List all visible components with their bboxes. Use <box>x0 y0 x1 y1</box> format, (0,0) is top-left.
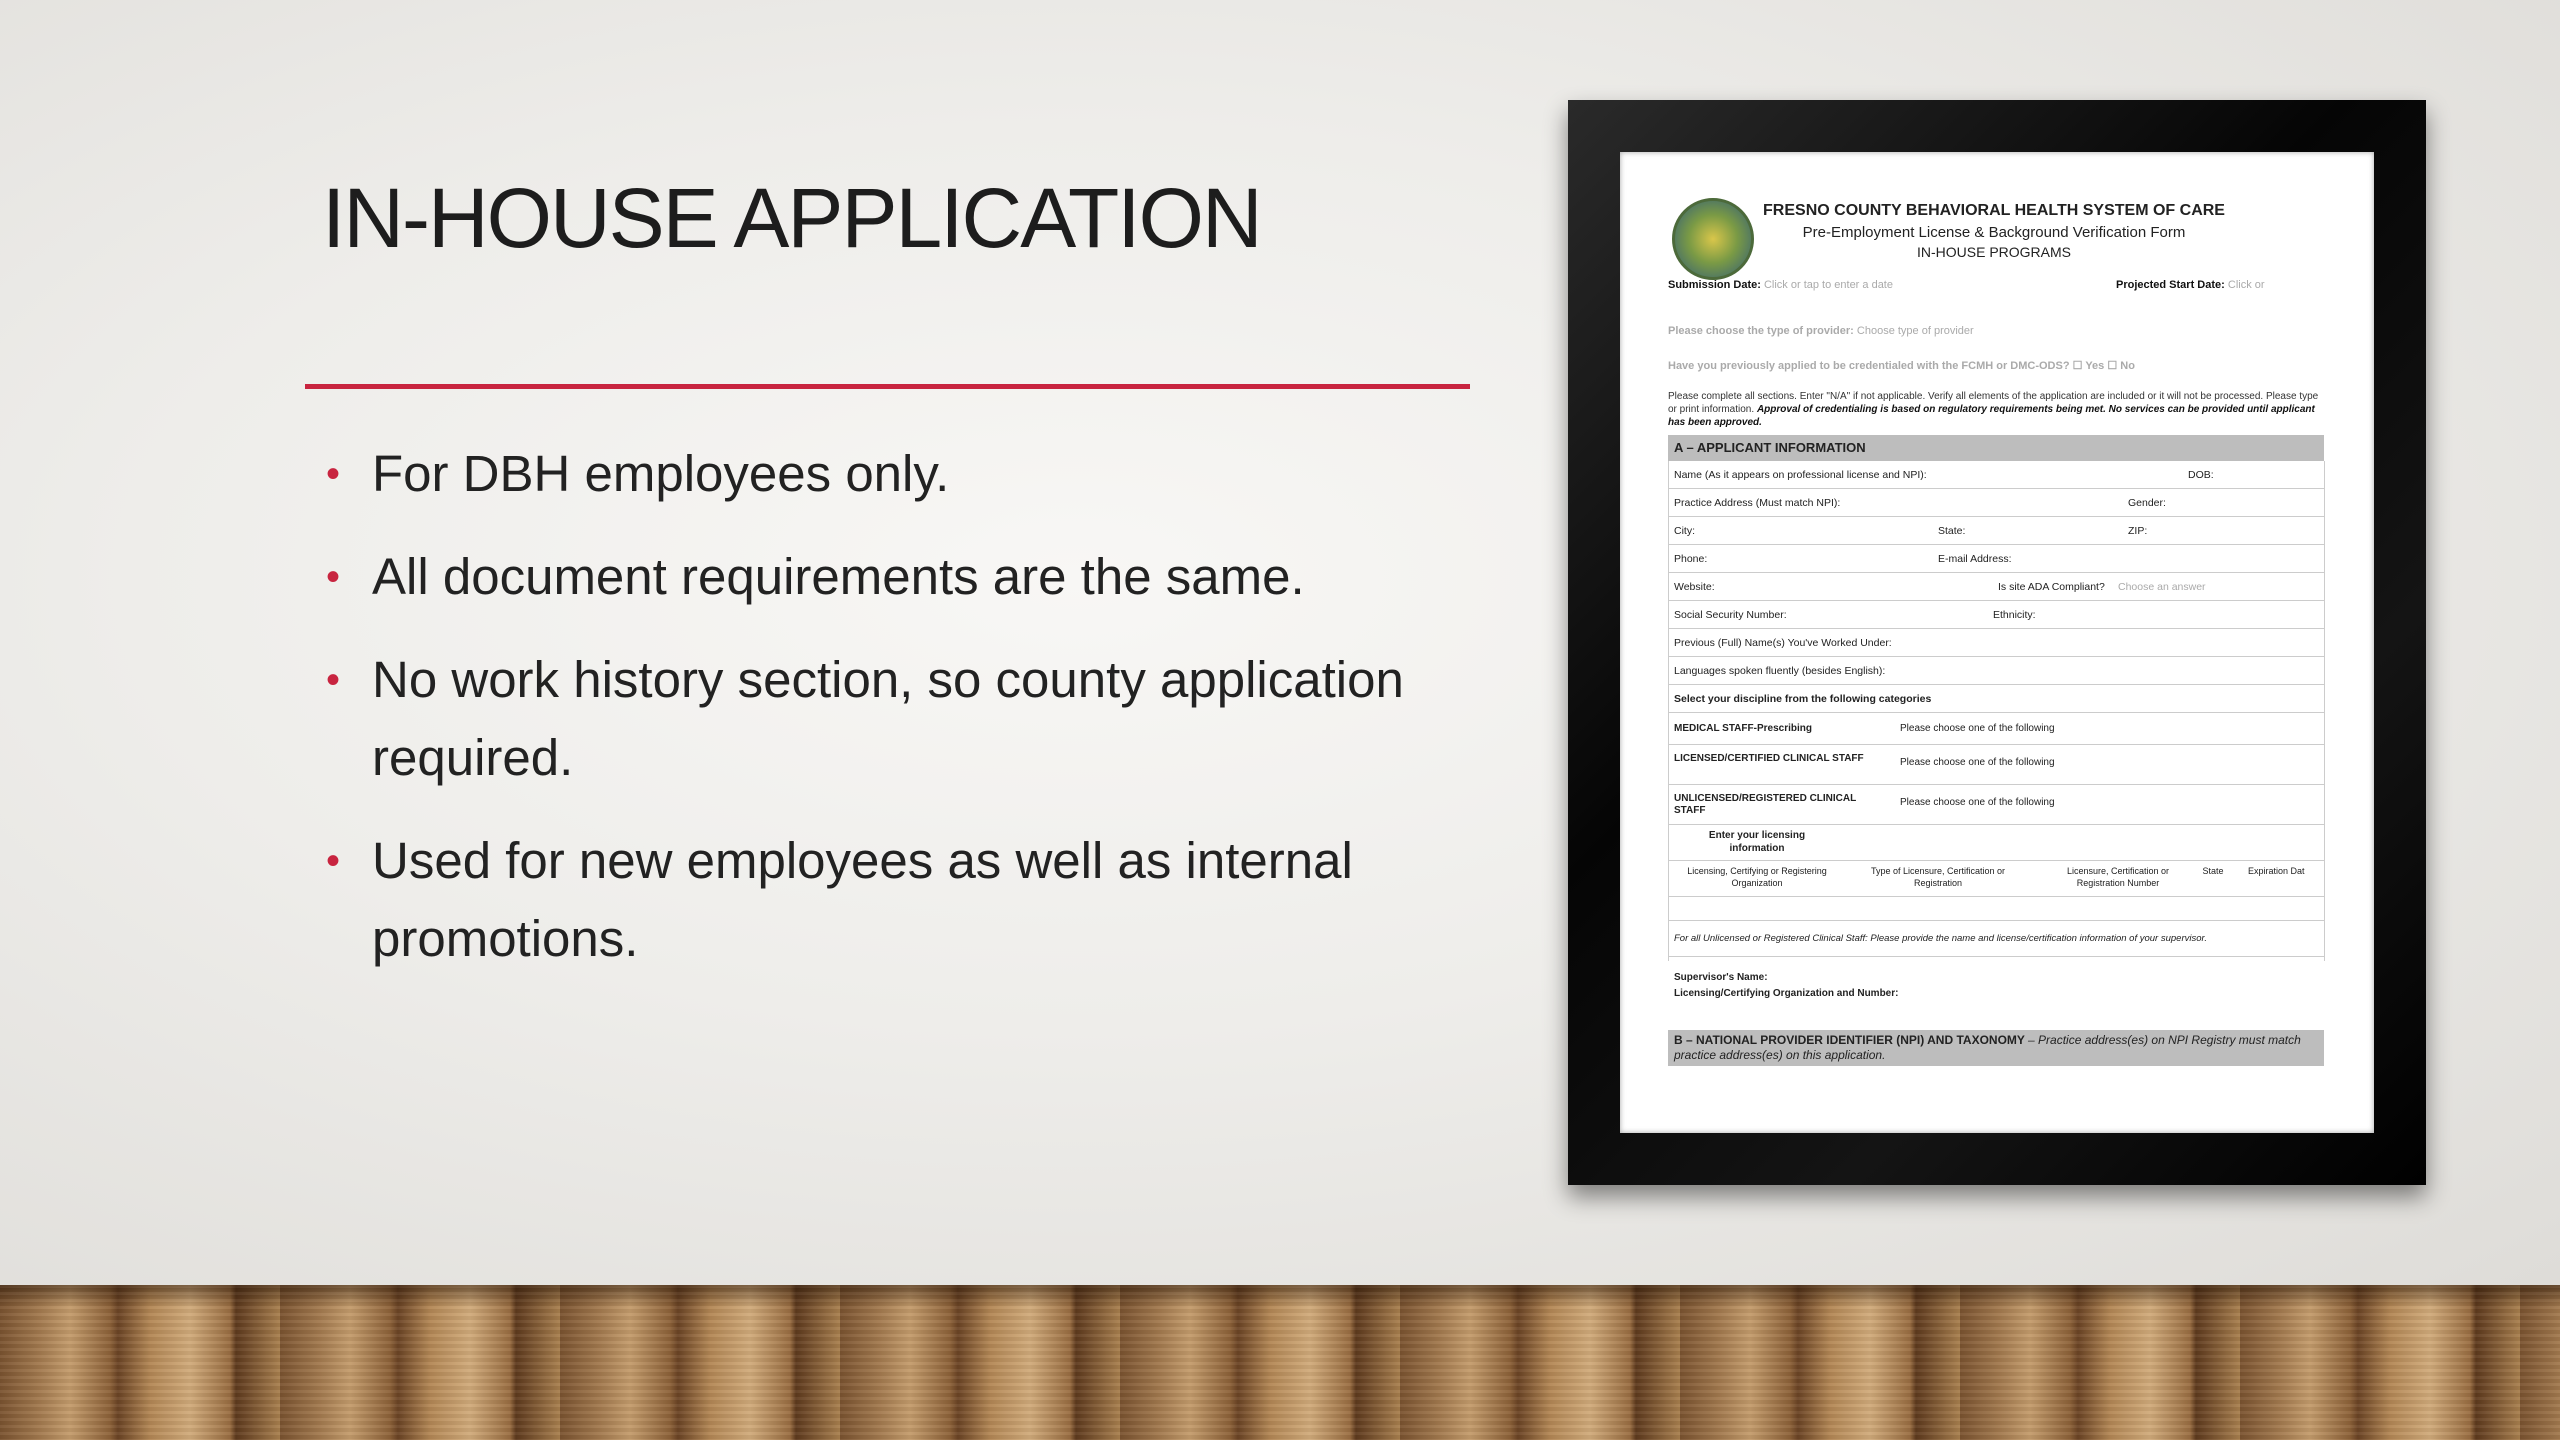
wood-floor-grain <box>0 1285 2560 1440</box>
slide-title: IN-HOUSE APPLICATION <box>322 171 1261 265</box>
provider-question: Please choose the type of provider: Choose type of provider <box>1668 325 1974 337</box>
bullet-dot-icon: • <box>326 658 341 702</box>
form-row: Languages spoken fluently (besides English): <box>1668 657 2324 685</box>
bullet-text: Used for new employees as well as internal promotions. <box>372 832 1353 967</box>
bullet-item <box>322 538 1442 616</box>
title-divider <box>305 384 1470 389</box>
license-table-row <box>1668 897 2324 921</box>
bullet-dot-icon: • <box>326 555 341 599</box>
table-border <box>2324 461 2325 961</box>
form-row: UNLICENSED/REGISTERED CLINICAL STAFF Please choose one of the following <box>1668 785 2324 825</box>
form-row: Phone: E-mail Address: <box>1668 545 2324 573</box>
projected-start: Projected Start Date: Click or <box>2116 279 2265 291</box>
county-seal-icon <box>1672 198 1754 280</box>
form-row: Previous (Full) Name(s) You've Worked Under: <box>1668 629 2324 657</box>
bullet-item <box>322 641 1442 797</box>
form-subtitle: Pre-Employment License & Background Verification Form <box>1802 224 2186 241</box>
bullet-item <box>322 435 1442 513</box>
form-row: City: State: ZIP: <box>1668 517 2324 545</box>
form-row: Social Security Number: Ethnicity: <box>1668 601 2324 629</box>
section-a-header: A – APPLICANT INFORMATION <box>1668 435 2324 461</box>
bullet-dot-icon: • <box>326 839 341 883</box>
form-row: Select your discipline from the following categories <box>1668 685 2324 713</box>
form-row: Practice Address (Must match NPI): Gender: <box>1668 489 2324 517</box>
form-program: IN-HOUSE PROGRAMS <box>1916 244 2071 260</box>
form-row: Website: Is site ADA Compliant? Choose an answer <box>1668 573 2324 601</box>
form-row: For all Unlicensed or Registered Clinical Staff: Please provide the name and license/certification information of your supervisor. <box>1668 921 2324 957</box>
applied-question: Have you previously applied to be credentialed with the FCMH or DMC-ODS? ☐ Yes ☐ No <box>1668 360 2135 372</box>
form-org: FRESNO COUNTY BEHAVIORAL HEALTH SYSTEM OF CARE <box>1763 202 2225 219</box>
bullet-text: No work history section, so county application required. <box>372 651 1404 786</box>
form-row: LICENSED/CERTIFIED CLINICAL STAFF Please choose one of the following <box>1668 745 2324 785</box>
bullet-text: All document requirements are the same. <box>372 548 1305 605</box>
form-row: Supervisor's Name: <box>1674 972 1768 983</box>
form-row: Name (As it appears on professional license and NPI): DOB: <box>1668 461 2324 489</box>
section-b-header: B – NATIONAL PROVIDER IDENTIFIER (NPI) AND TAXONOMY – Practice address(es) on NPI Registry must match practice address(es) on this application. <box>1668 1030 2324 1066</box>
form-row: MEDICAL STAFF-Prescribing Please choose one of the following <box>1668 713 2324 745</box>
submission-date: Submission Date: Click or tap to enter a date <box>1668 279 1893 291</box>
table-border <box>1668 461 1669 961</box>
form-row: Licensing/Certifying Organization and Number: <box>1674 988 1899 999</box>
bullet-dot-icon: • <box>326 452 341 496</box>
form-row: Enter your licensing information <box>1668 825 2324 861</box>
instructions: Please complete all sections. Enter "N/A" if not applicable. Verify all elements of the application are included or it will not be processed. Please type or print information. Approval of credentialing is based on regulatory requirements being met. No services can be provided until applicant has been approved. <box>1668 391 2319 428</box>
license-table-header: Licensing, Certifying or Registering Organization Type of Licensure, Certification or Registration Licensure, Certification or Registration Number State Expiration Dat <box>1668 861 2324 897</box>
bullet-item <box>322 822 1442 978</box>
bullet-text: For DBH employees only. <box>372 445 950 502</box>
bullet-list <box>322 435 1442 1003</box>
form-image <box>1640 178 2356 1100</box>
